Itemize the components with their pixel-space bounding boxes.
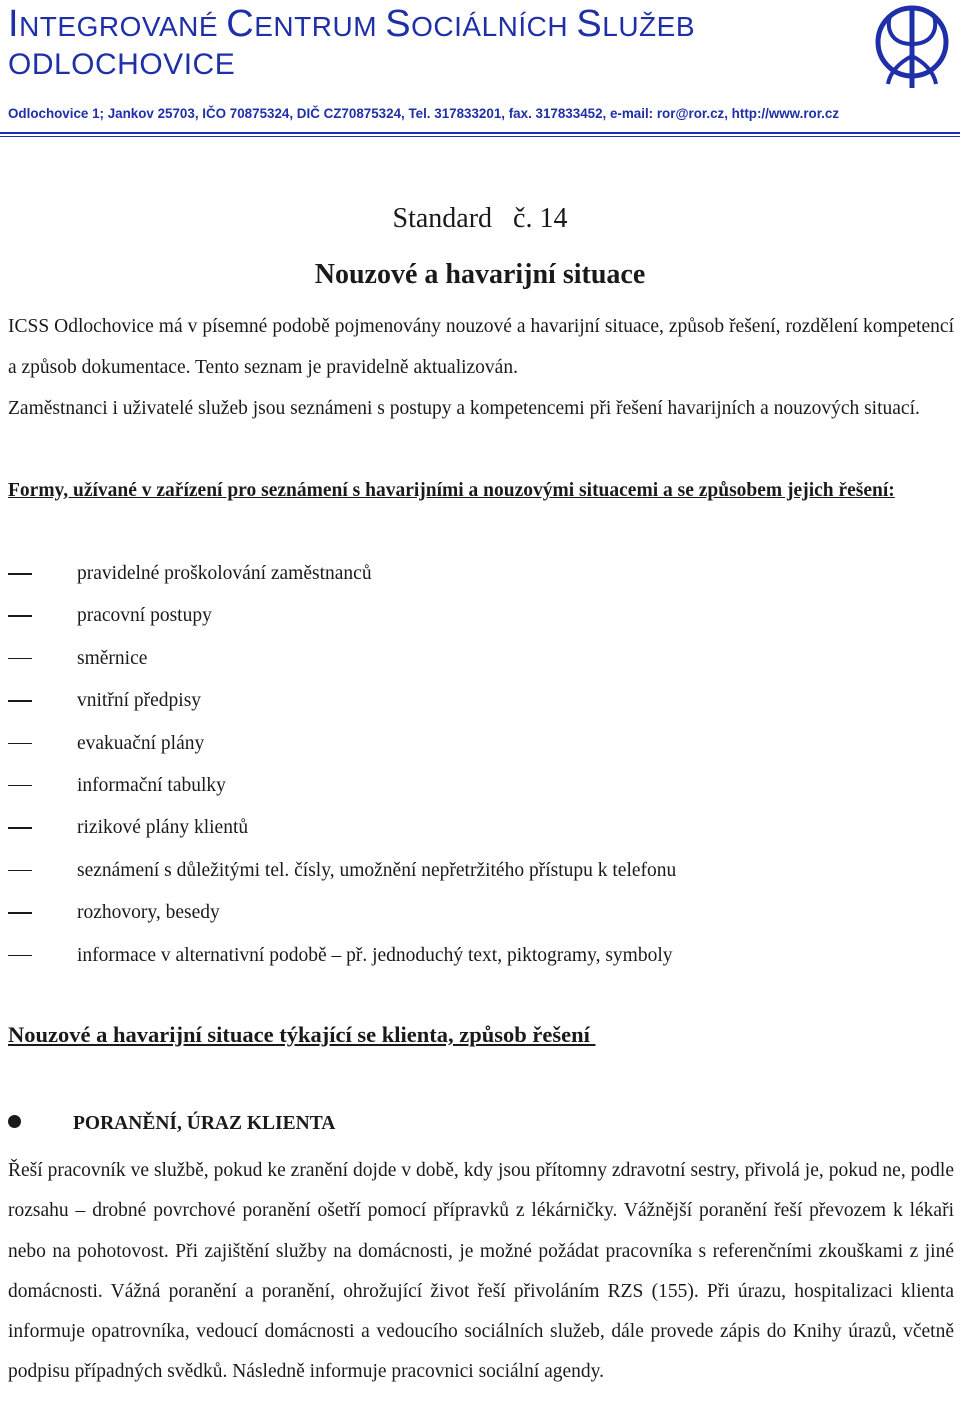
injury-paragraph: Řeší pracovník ve službě, pokud ke zranění dojde v době, kdy jsou přítomny zdravotní sestry, přivolá je, pokud ne, podle rozsahu – drobné povrchové poranění ošetří pomocí přípravků z lékárničky. Vážnější poranění řeší převozem k lékaři nebo na pohotovost. Při zajištění služby na domácnosti, je možné požádat pracovníka s referenčními zkouškami z jiné domácnosti. Vážná poranění a poranění, ohrožující život řeší přivoláním RZS (155). Při úrazu, hospitalizaci klienta informuje opatrovníka, vedoucí domácnosti a vedoucího sociálních služeb, dále provede zápis do Knihy úrazů, včetně podpisu případných svědků. Následně informuje pracovnici sociální agendy. <box>8 1160 954 1383</box>
dash-bullet <box>8 743 32 745</box>
dash-bullet <box>8 827 32 829</box>
injury-heading: PORANĚNÍ, ÚRAZ KLIENTA <box>8 1113 335 1135</box>
header-divider-thin <box>0 136 960 137</box>
forms-heading: Formy, užívané v zařízení pro seznámení s havarijními a nouzovými situacemi a se způsobem jejich řešení: <box>8 480 895 501</box>
list-item: směrnice <box>8 638 954 680</box>
list-item: informační tabulky <box>8 765 954 807</box>
list-item: informace v alternativní podobě – př. jednoduchý text, piktogramy, symboly <box>8 935 954 977</box>
list-item: pravidelné proškolování zaměstnanců <box>8 553 954 595</box>
document-title: Nouzové a havarijní situace <box>314 259 646 290</box>
intro-paragraph-2: Zaměstnanci i uživatelé služeb jsou seznámeni s postupy a kompetencemi při řešení havarijních a nouzových situací. <box>8 398 920 419</box>
dash-bullet <box>8 912 32 914</box>
organization-address: Odlochovice 1; Jankov 25703, IČO 70875324, DIČ CZ70875324, Tel. 317833201, fax. 317833452, e-mail: ror@ror.cz, http://www.ror.cz <box>8 106 840 121</box>
dash-bullet <box>8 658 32 660</box>
dash-bullet <box>8 700 32 702</box>
header-divider <box>0 132 960 134</box>
organization-name-line2: ODLOCHOVICE <box>8 48 236 81</box>
bullet-dot-icon <box>8 1115 21 1128</box>
dash-bullet <box>8 785 32 787</box>
list-item: seznámení s důležitými tel. čísly, umožnění nepřetržitého přístupu k telefonu <box>8 850 954 892</box>
list-item: rizikové plány klientů <box>8 807 954 849</box>
intro-paragraph: ICSS Odlochovice má v písemné podobě pojmenovány nouzové a havarijní situace, způsob řešení, rozdělení kompetencí a způsob dokumentace. Tento seznam je pravidelně aktualizován. <box>8 316 954 378</box>
forms-list <box>8 553 954 977</box>
standard-number: Standard č. 14 <box>392 203 568 234</box>
organization-name-line1: INTEGROVANÉ CENTRUM SOCIÁLNÍCH SLUŽEB <box>8 3 696 45</box>
list-item: pracovní postupy <box>8 595 954 637</box>
list-item: vnitřní předpisy <box>8 680 954 722</box>
list-item: rozhovory, besedy <box>8 892 954 934</box>
org-emblem-icon <box>872 2 952 90</box>
dash-bullet <box>8 870 32 872</box>
organization-name <box>8 4 878 85</box>
list-item: evakuační plány <box>8 723 954 765</box>
dash-bullet <box>8 955 32 957</box>
section-heading: Nouzové a havarijní situace týkající se klienta, způsob řešení <box>8 1022 596 1047</box>
dash-bullet <box>8 615 32 617</box>
dash-bullet <box>8 573 32 575</box>
